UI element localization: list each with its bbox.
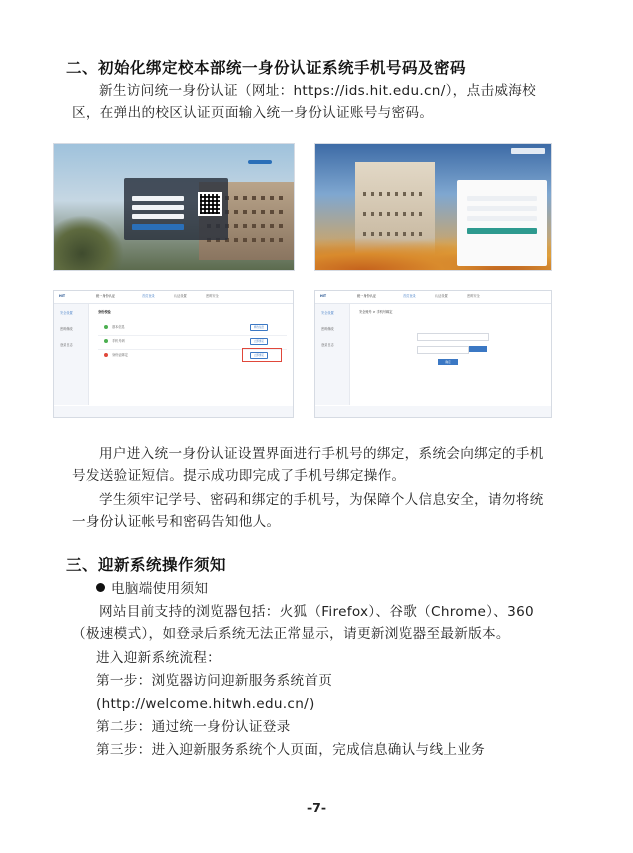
paragraph-intro-line1: 新生访问统一身份认证（网址：https://ids.hit.edu.cn/），点击威海校: [99, 83, 537, 99]
step-1: 第一步：浏览器访问迎新服务系统首页: [96, 673, 333, 689]
bullet-icon: [96, 583, 105, 592]
paragraph-security-line2: 一身份认证帐号和密码告知他人。: [72, 514, 281, 530]
login-screenshot-tower: [314, 143, 552, 271]
section-heading-3: 三、迎新系统操作须知: [66, 556, 227, 574]
flow-title: 进入迎新系统流程：: [96, 650, 222, 666]
app-screenshot-settings: HIT 统一身份认证 首页登录 认证设置 密码安全 安全设置 密码修改 登录日志 身份校验 基本信息 修改信息 手机号码 立即绑定 身份证绑定 立即绑定: [53, 290, 294, 418]
paragraph-browser-line2: （极速模式），如登录后系统无法正常显示，请更新浏览器至最新版本。: [72, 626, 510, 642]
login-screenshot-campus: [53, 143, 295, 271]
paragraph-intro-line2: 区，在弹出的校区认证页面输入统一身份认证账号与密码。: [72, 105, 434, 121]
bullet-item: 电脑端使用须知: [96, 578, 596, 600]
paragraph-binding-line2: 号发送验证短信。提示成功即完成了手机号绑定操作。: [72, 468, 406, 484]
login-panel: [124, 178, 228, 240]
login-panel: [457, 180, 547, 266]
paragraph-security-line1: 学生须牢记学号、密码和绑定的手机号，为保障个人信息安全，请勿将统: [99, 492, 544, 508]
step-3: 第三步：进入迎新服务系统个人页面，完成信息确认与线上业务: [96, 742, 486, 758]
section-heading-2: 二、初始化绑定校本部统一身份认证系统手机号码及密码: [66, 59, 467, 77]
step-1-url: (http://welcome.hitwh.edu.cn/): [96, 696, 315, 712]
paragraph-browser-line1: 网站目前支持的浏览器包括：火狐（Firefox）、谷歌（Chrome）、360: [99, 604, 535, 620]
highlight-box: [242, 348, 282, 362]
page-number: -7-: [306, 800, 327, 815]
app-screenshot-phone-binding: HIT 统一身份认证 首页登录 认证设置 密码安全 安全设置 密码修改 登录日志 安全账号 > 手机号绑定 确定: [314, 290, 552, 418]
step-2: 第二步：通过统一身份认证登录: [96, 719, 291, 735]
paragraph-binding-line1: 用户进入统一身份认证设置界面进行手机号的绑定，系统会向绑定的手机: [99, 446, 544, 462]
